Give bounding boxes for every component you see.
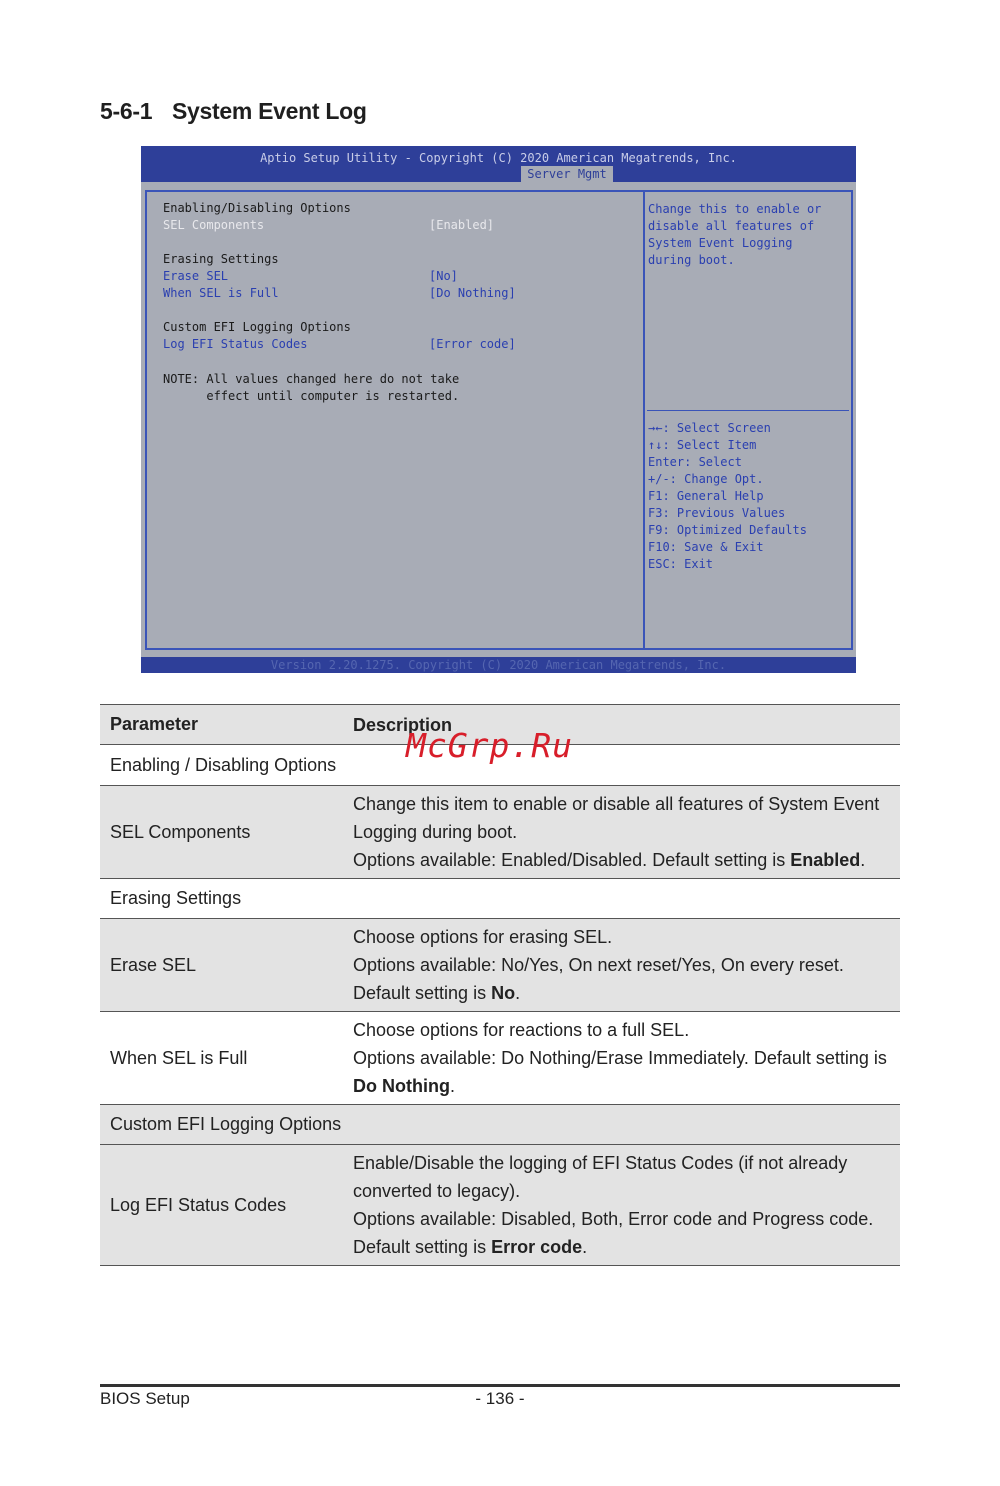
group-enabling-options: Enabling/Disabling Options [163, 201, 351, 215]
description-cell [343, 1145, 900, 1266]
description-text: Choose options for erasing SEL. [353, 927, 613, 947]
tab-server-mgmt[interactable]: Server Mgmt [521, 166, 613, 182]
param-cell: SEL Components [110, 821, 251, 842]
footer-rule [100, 1384, 900, 1387]
param-cell: Erasing Settings [110, 888, 242, 908]
table-row [100, 919, 900, 1012]
header-description: Description [353, 714, 453, 735]
group-erasing-settings: Erasing Settings [163, 252, 279, 266]
key-f1: F1: General Help [648, 489, 764, 503]
default-value: Enabled [790, 850, 861, 870]
table-row [100, 1105, 900, 1145]
description-cell [343, 879, 900, 919]
log-efi-label[interactable]: Log EFI Status Codes [163, 337, 308, 351]
sel-components-label[interactable]: SEL Components [163, 218, 265, 232]
key-f10: F10: Save & Exit [648, 540, 764, 554]
bios-divider [643, 190, 645, 650]
key-esc: ESC: Exit [648, 557, 714, 571]
erase-sel-value[interactable]: [No] [429, 269, 458, 283]
description-cell [343, 1105, 900, 1145]
bios-help-divider [647, 410, 849, 411]
key-select-item: ↑↓: Select Item [648, 438, 757, 452]
description-cell [343, 919, 900, 1012]
table-row [100, 1145, 900, 1266]
param-cell: Enabling / Disabling Options [110, 754, 337, 775]
page-number: - 136 - [475, 1389, 525, 1408]
table-row [100, 1012, 900, 1105]
footer-section-name: BIOS Setup [100, 1389, 190, 1408]
watermark: McGrp.Ru [406, 726, 573, 765]
table-row [100, 879, 900, 919]
description-cell [343, 786, 900, 879]
key-enter: Enter: Select [648, 455, 742, 469]
key-change-opt: +/-: Change Opt. [648, 472, 764, 486]
description-options: Options available: No/Yes, On next reset/Yes, On every reset. Default setting is No. [353, 955, 844, 1003]
section-title [100, 98, 367, 125]
default-value: No [491, 983, 516, 1003]
bios-title: Aptio Setup Utility - Copyright (C) 2020 American Megatrends, Inc. [260, 151, 737, 165]
key-f9: F9: Optimized Defaults [648, 523, 807, 537]
when-sel-full-value[interactable]: [Do Nothing] [429, 286, 516, 300]
section-title-text: System Event Log [172, 98, 367, 124]
bios-title-bar [141, 146, 856, 182]
description-options: Options available: Do Nothing/Erase Immediately. Default setting is Do Nothing. [353, 1048, 887, 1096]
description-options: Options available: Disabled, Both, Error code and Progress code. Default setting is Error code. [353, 1209, 874, 1257]
header-parameter: Parameter [110, 714, 199, 734]
erase-sel-label[interactable]: Erase SEL [163, 269, 229, 283]
description-text: Choose options for reactions to a full SEL. [353, 1020, 690, 1040]
description-text: Enable/Disable the logging of EFI Status Codes (if not already converted to legacy). [353, 1153, 848, 1201]
description-text: Change this item to enable or disable all features of System Event Logging during boot. [353, 794, 880, 842]
parameter-table [100, 704, 900, 1266]
table-row [100, 786, 900, 879]
help-text: Change this to enable or disable all features of System Event Logging during boot. [648, 202, 822, 267]
bios-screenshot [141, 146, 856, 673]
description-options: Options available: Enabled/Disabled. Default setting is Enabled. [353, 850, 866, 870]
param-cell: Log EFI Status Codes [110, 1194, 287, 1215]
group-custom-efi: Custom EFI Logging Options [163, 320, 351, 334]
default-value: Error code [491, 1237, 583, 1257]
default-value: Do Nothing [353, 1076, 450, 1096]
param-cell: When SEL is Full [110, 1047, 248, 1068]
bios-version-bar: Version 2.20.1275. Copyright (C) 2020 American Megatrends, Inc. [141, 657, 856, 673]
param-cell: Custom EFI Logging Options [110, 1114, 342, 1134]
key-f3: F3: Previous Values [648, 506, 786, 520]
key-select-screen: →←: Select Screen [648, 421, 771, 435]
when-sel-full-label[interactable]: When SEL is Full [163, 286, 279, 300]
sel-components-value[interactable]: [Enabled] [429, 218, 495, 232]
log-efi-value[interactable]: [Error code] [429, 337, 516, 351]
param-cell: Erase SEL [110, 954, 197, 975]
bios-note: NOTE: All values changed here do not take effect until computer is restarted. [163, 372, 460, 403]
section-number: 5-6-1 [100, 98, 153, 124]
description-cell [343, 1012, 900, 1105]
